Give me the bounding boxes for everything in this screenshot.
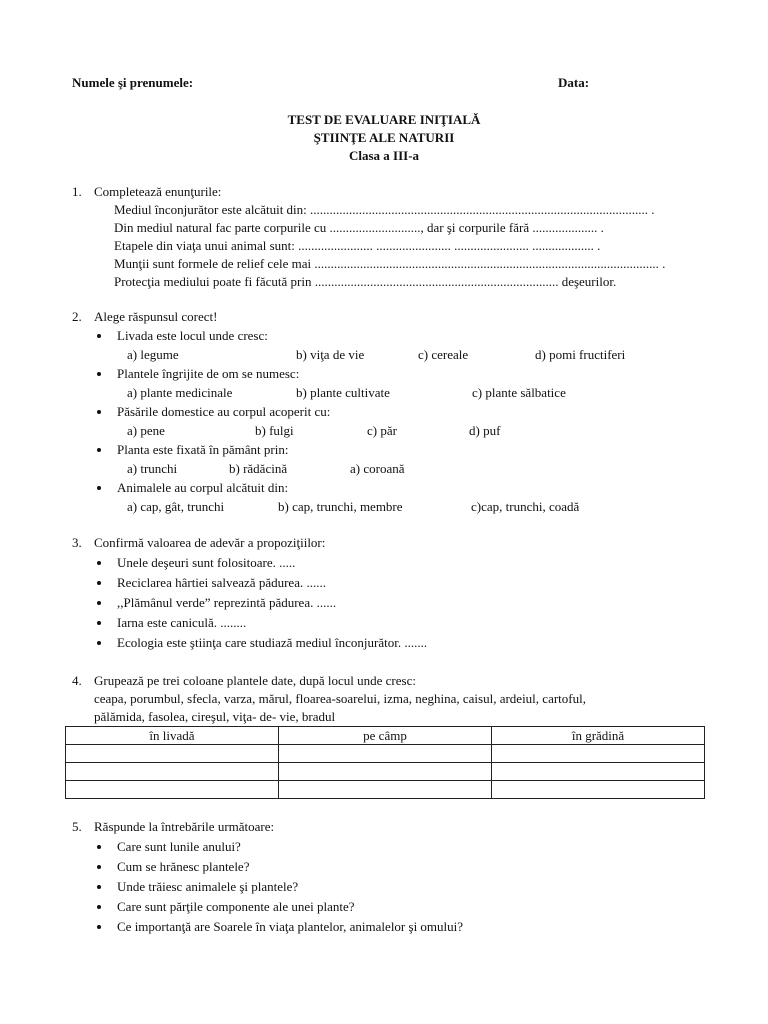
- q2-question: Planta este fixată în pământ prin:: [117, 442, 289, 457]
- q5-question: Cum se hrănesc plantele?: [117, 859, 250, 874]
- class-label: Clasa a III-a: [348, 148, 420, 163]
- q1-prompt: Completează enunţurile:: [94, 184, 222, 199]
- bullet-icon: [97, 905, 101, 909]
- table-cell[interactable]: [279, 781, 492, 799]
- bullet-icon: [97, 621, 101, 625]
- q1-line: Etapele din viaţa unui animal sunt: ....................... ....................... ....................... ................... .: [114, 238, 601, 253]
- q4-number: 4.: [72, 673, 82, 688]
- q5-question: Care sunt lunile anului?: [117, 839, 241, 854]
- table-row: [66, 781, 705, 799]
- q2-question: Plantele îngrijite de om se numesc:: [117, 366, 300, 381]
- table-header-cell: în grădină: [492, 727, 705, 745]
- bullet-icon: [97, 581, 101, 585]
- q2-option: b) cap, trunchi, membre: [278, 499, 403, 514]
- q2-prompt: Alege răspunsul corect!: [94, 309, 218, 324]
- page-title: TEST DE EVALUARE INIŢIALĂ: [287, 112, 481, 127]
- q5-number: 5.: [72, 819, 82, 834]
- bullet-icon: [97, 865, 101, 869]
- q1-line: Protecţia mediului poate fi făcută prin ........................................................................... deşeurilor.: [114, 274, 617, 289]
- q1-number: 1.: [72, 184, 82, 199]
- q2-option: a) pene: [127, 423, 165, 438]
- table-cell[interactable]: [492, 781, 705, 799]
- table-cell[interactable]: [66, 763, 279, 781]
- bullet-icon: [97, 641, 101, 645]
- q1-line: Munţii sunt formele de relief cele mai .......................................................................................................... .: [114, 256, 666, 271]
- q5-question: Care sunt părţile componente ale unei plante?: [117, 899, 355, 914]
- q2-option: b) rădăcină: [229, 461, 288, 476]
- q1-line: Din mediul natural fac parte corpurile cu ............................, dar şi corpurile fără .................... .: [114, 220, 604, 235]
- q2-option: c) păr: [367, 423, 397, 438]
- bullet-icon: [97, 486, 101, 490]
- table-cell[interactable]: [66, 745, 279, 763]
- q3-prompt: Confirmă valoarea de adevăr a propoziţiilor:: [94, 535, 326, 550]
- table-cell[interactable]: [279, 745, 492, 763]
- bullet-icon: [97, 885, 101, 889]
- bullet-icon: [97, 601, 101, 605]
- table-cell[interactable]: [66, 781, 279, 799]
- q3-statement: Ecologia este ştiinţa care studiază mediul înconjurător. .......: [117, 635, 428, 650]
- q2-option: a) trunchi: [127, 461, 178, 476]
- q2-question: Păsările domestice au corpul acoperit cu:: [117, 404, 331, 419]
- q2-option: b) viţa de vie: [296, 347, 365, 362]
- q2-option: a) coroană: [350, 461, 405, 476]
- bullet-icon: [97, 561, 101, 565]
- q4-plants-list: pălămida, fasolea, cireşul, viţa- de- vie, bradul: [94, 709, 336, 724]
- q2-question: Animalele au corpul alcătuit din:: [117, 480, 289, 495]
- q2-option: b) fulgi: [255, 423, 294, 438]
- q5-question: Unde trăiesc animalele şi plantele?: [117, 879, 299, 894]
- table-cell[interactable]: [492, 763, 705, 781]
- table-cell[interactable]: [492, 745, 705, 763]
- q2-number: 2.: [72, 309, 82, 324]
- q3-statement: Iarna este caniculă. ........: [117, 615, 247, 630]
- q3-statement: ,,Plămânul verde” reprezintă pădurea. ......: [117, 595, 337, 610]
- q5-prompt: Răspunde la întrebările următoare:: [94, 819, 275, 834]
- q3-number: 3.: [72, 535, 82, 550]
- page-subtitle: ŞTIINŢE ALE NATURII: [313, 130, 455, 145]
- q2-option: a) legume: [127, 347, 179, 362]
- table-header-row: [66, 727, 705, 745]
- grouping-table: [65, 726, 705, 799]
- q2-option: c)cap, trunchi, coadă: [471, 499, 580, 514]
- q3-statement: Unele deşeuri sunt folositoare. .....: [117, 555, 296, 570]
- q2-option: a) cap, gât, trunchi: [127, 499, 225, 514]
- q1-line: Mediul înconjurător este alcătuit din: ........................................................................................................ .: [114, 202, 655, 217]
- q3-statement: Reciclarea hârtiei salvează pădurea. ......: [117, 575, 326, 590]
- date-label: Data:: [558, 75, 590, 90]
- table-row: [66, 745, 705, 763]
- q5-question: Ce importanţă are Soarele în viaţa plantelor, animalelor şi omului?: [117, 919, 464, 934]
- q2-question: Livada este locul unde cresc:: [117, 328, 268, 343]
- bullet-icon: [97, 845, 101, 849]
- bullet-icon: [97, 334, 101, 338]
- table-header-cell: pe câmp: [279, 727, 492, 745]
- q2-option: b) plante cultivate: [296, 385, 390, 400]
- q4-plants-list: ceapa, porumbul, sfecla, varza, mărul, floarea-soarelui, izma, neghina, caisul, ardeiul, cartoful,: [94, 691, 586, 706]
- table-row: [66, 763, 705, 781]
- q2-option: c) cereale: [418, 347, 469, 362]
- name-label: Numele şi prenumele:: [72, 75, 194, 90]
- q2-option: d) puf: [469, 423, 501, 438]
- q2-option: d) pomi fructiferi: [535, 347, 626, 362]
- q2-option: a) plante medicinale: [127, 385, 233, 400]
- table-header-cell: în livadă: [66, 727, 279, 745]
- bullet-icon: [97, 410, 101, 414]
- q4-prompt: Grupează pe trei coloane plantele date, după locul unde cresc:: [94, 673, 416, 688]
- bullet-icon: [97, 372, 101, 376]
- bullet-icon: [97, 925, 101, 929]
- table-cell[interactable]: [279, 763, 492, 781]
- bullet-icon: [97, 448, 101, 452]
- q2-option: c) plante sălbatice: [472, 385, 566, 400]
